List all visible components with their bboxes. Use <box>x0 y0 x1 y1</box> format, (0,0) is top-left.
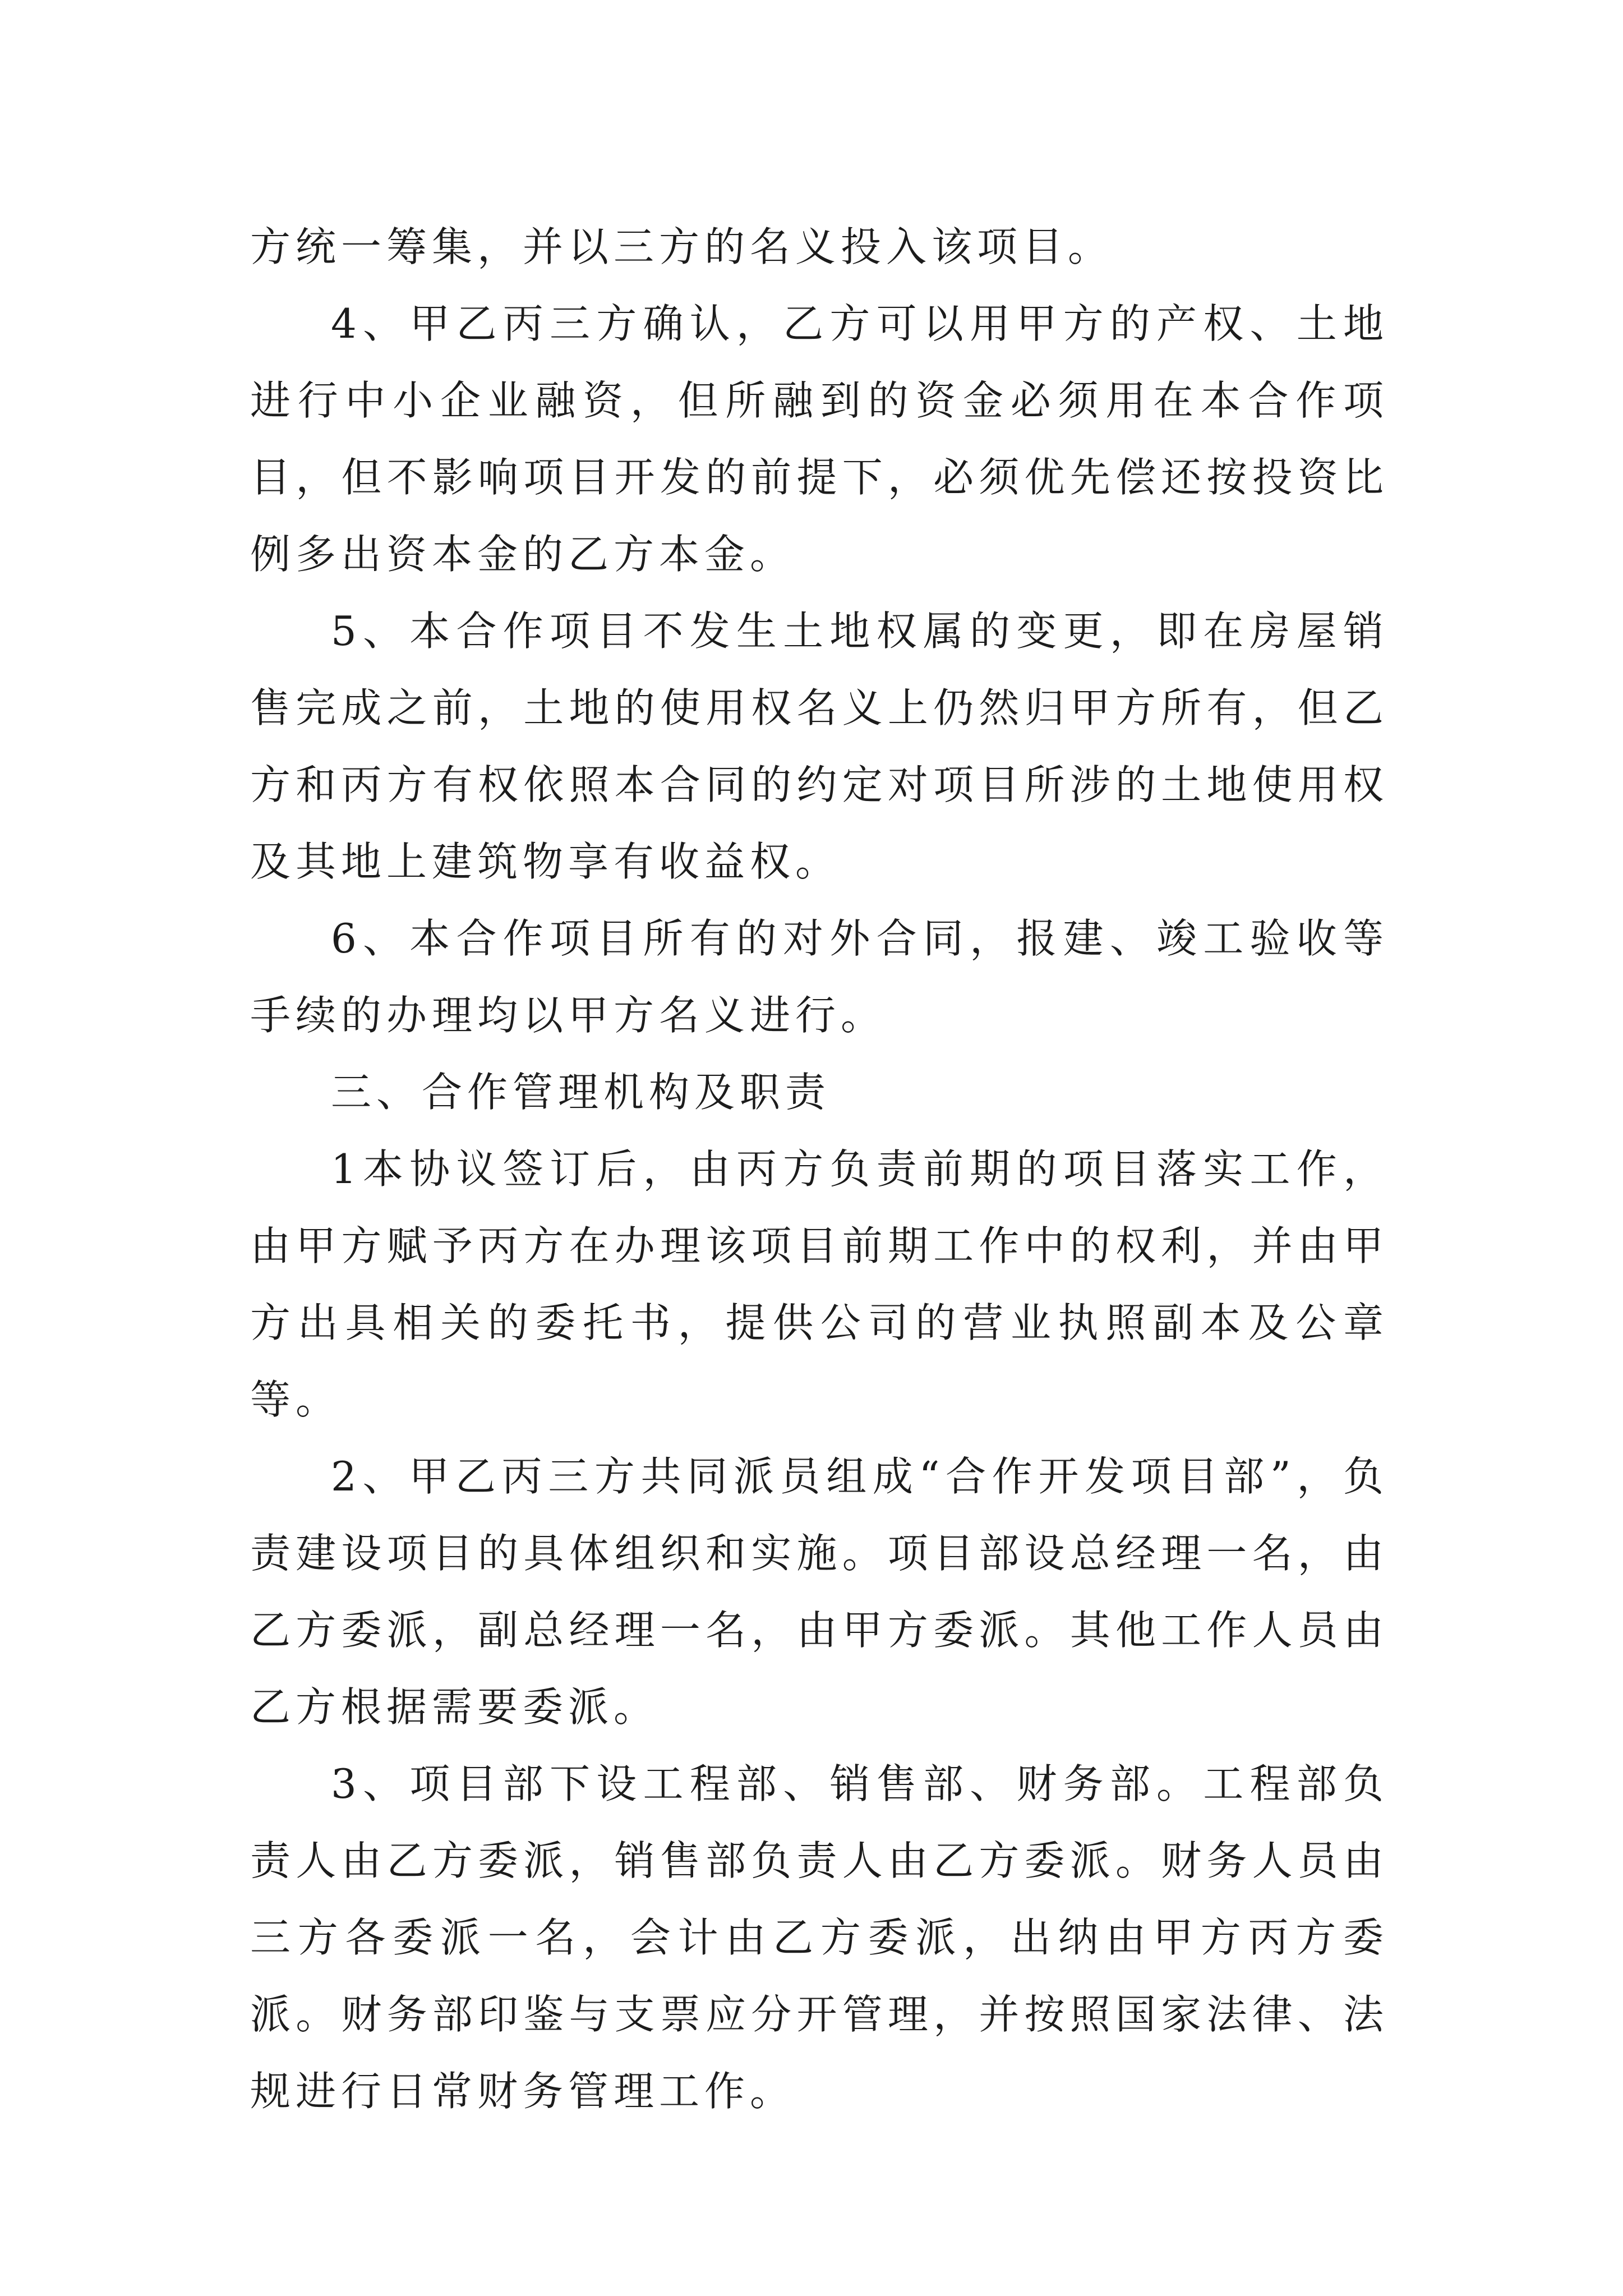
paragraph-continuation: 方统一筹集，并以三方的名义投入该项目。 <box>250 223 1114 270</box>
document-body <box>250 209 1389 2130</box>
paragraph-mgmt-clause-3: 3、项目部下设工程部、销售部、财务部。工程部负责人由乙方委派，销售部负责人由乙方委派。财务人员由三方各委派一名，会计由乙方委派，出纳由甲方丙方委派。财务部印鉴与支票应分开管理，并按照国家法律、法规进行日常财务管理工作。 <box>250 1760 1389 2115</box>
section-heading-management: 三、合作管理机构及职责 <box>331 1069 831 1116</box>
paragraph-mgmt-clause-2: 2、甲乙丙三方共同派员组成“合作开发项目部”，负责建设项目的具体组织和实施。项目部设总经理一名，由乙方委派，副总经理一名，由甲方委派。其他工作人员由乙方根据需要委派。 <box>250 1453 1389 1731</box>
paragraph-clause-5: 5、本合作项目不发生土地权属的变更，即在房屋销售完成之前，土地的使用权名义上仍然归甲方所有，但乙方和丙方有权依照本合同的约定对项目所涉的土地使用权及其地上建筑物享有收益权。 <box>250 608 1389 885</box>
paragraph-clause-4: 4、甲乙丙三方确认，乙方可以用甲方的产权、土地进行中小企业融资，但所融到的资金必须用在本合作项目，但不影响项目开发的前提下，必须优先偿还按投资比例多出资本金的乙方本金。 <box>250 300 1389 578</box>
paragraph-clause-6: 6、本合作项目所有的对外合同，报建、竣工验收等手续的办理均以甲方名义进行。 <box>250 915 1389 1039</box>
paragraph-mgmt-clause-1: 1本协议签订后，由丙方负责前期的项目落实工作，由甲方赋予丙方在办理该项目前期工作中的权利，并由甲方出具相关的委托书，提供公司的营业执照副本及公章等。 <box>250 1145 1389 1423</box>
